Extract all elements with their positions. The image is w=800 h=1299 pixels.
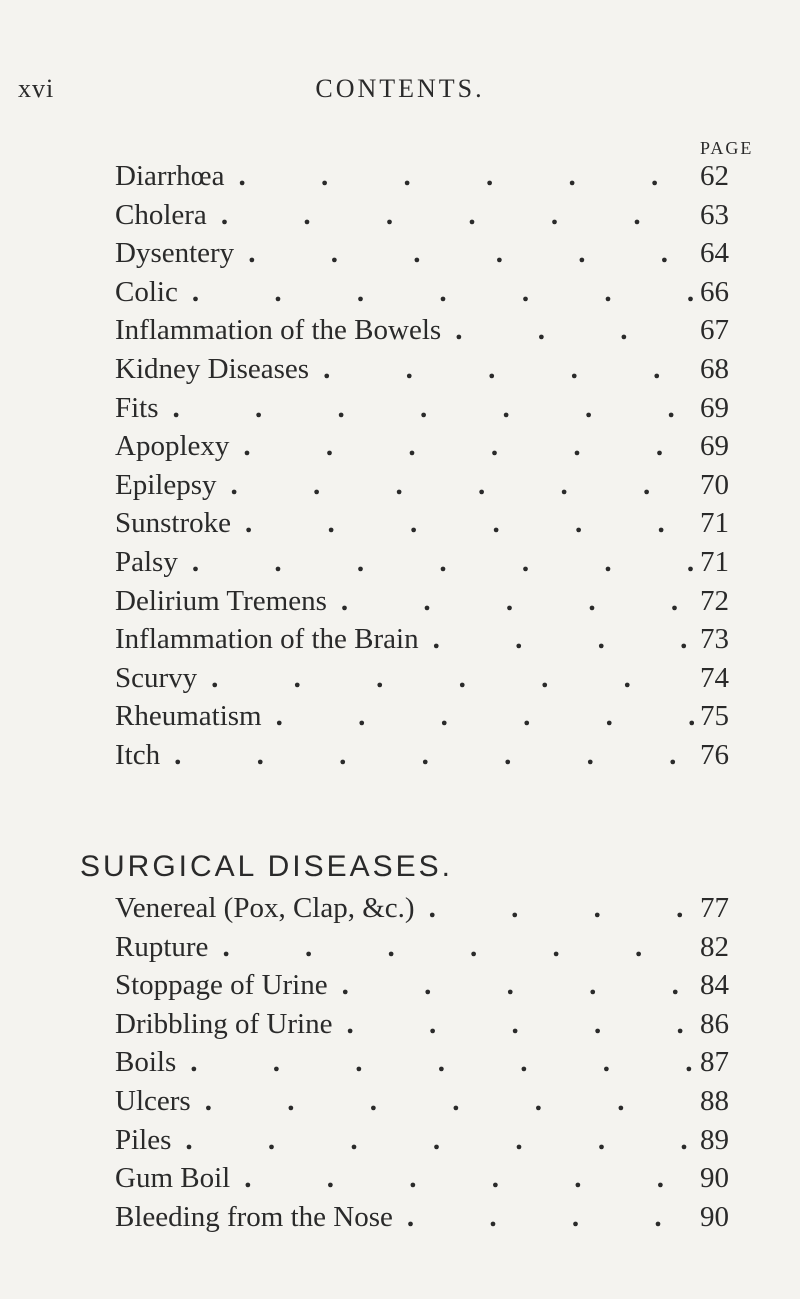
dot-leader [178,546,694,579]
section-heading: SURGICAL DISEASES. [80,850,453,883]
entry-page-number: 75 [700,700,729,733]
dot-leader [262,700,694,733]
entry-title: Diarrhœa [115,160,225,192]
contents-entry [115,700,770,739]
entry-title: Dribbling of Urine [115,1007,333,1040]
dot-leader [229,430,694,463]
entry-title: Scurvy [115,661,198,694]
dot-leader [225,160,694,193]
entry-page-number: 77 [700,892,729,924]
entry-page-number: 66 [700,275,729,308]
entry-page-number: 90 [700,1162,729,1195]
entry-title: Boils [115,1046,177,1079]
entry-title: Epilepsy [115,468,217,501]
entry-page-number: 88 [700,1084,729,1117]
entry-title: Fits [115,391,159,424]
dot-leader [309,353,694,386]
dot-leader [217,469,695,502]
entry-title: Ulcers [115,1084,191,1117]
dot-leader [393,1201,694,1234]
contents-list [115,160,770,778]
dot-leader [234,237,694,270]
entry-page-number: 90 [700,1200,729,1233]
entry-page-number: 62 [700,160,729,192]
contents-entry [115,546,770,585]
dot-leader [197,662,694,695]
entry-title: Inflammation of the Brain [115,623,419,656]
entry-page-number: 89 [700,1123,729,1156]
entry-title: Kidney Diseases [115,352,310,385]
dot-leader [160,739,694,772]
entry-page-number: 63 [700,198,729,231]
contents-entry [115,585,770,624]
dot-leader [332,1008,694,1041]
dot-leader [178,276,694,309]
contents-entry [115,237,770,276]
dot-leader [419,623,694,656]
entry-title: Gum Boil [115,1162,231,1195]
entry-title: Rheumatism [115,700,262,733]
dot-leader [176,1046,694,1079]
entry-page-number: 73 [700,623,729,656]
entry-title: Stoppage of Urine [115,969,328,1002]
dot-leader [207,199,694,232]
dot-leader [328,969,694,1002]
dot-leader [171,1124,694,1157]
running-header [0,74,800,110]
entry-page-number: 70 [700,468,729,501]
contents-entry [115,276,770,315]
entry-title: Colic [115,275,178,308]
contents-entry [115,314,770,353]
entry-title: Piles [115,1123,172,1156]
entry-title: Apoplexy [115,430,230,463]
entry-page-number: 71 [700,545,729,578]
entry-page-number: 86 [700,1007,729,1040]
dot-leader [415,892,694,925]
contents-entry [115,392,770,431]
contents-entry [115,662,770,701]
entry-page-number: 72 [700,584,729,617]
entry-page-number: 84 [700,969,729,1002]
contents-entry [115,739,770,778]
running-title: CONTENTS. [315,74,485,103]
entry-page-number: 87 [700,1046,729,1079]
entry-page-number: 76 [700,738,729,771]
entry-title: Delirium Tremens [115,584,327,617]
contents-entry [115,623,770,662]
entry-title: Bleeding from the Nose [115,1200,393,1233]
contents-entry [115,892,770,931]
page-column-label: PAGE [700,138,754,158]
dot-leader [441,314,694,347]
contents-entry [115,969,770,1008]
dot-leader [208,931,694,964]
dot-leader [230,1162,694,1195]
entry-page-number: 82 [700,930,729,963]
entry-title: Itch [115,738,161,771]
page-number: xvi [18,74,55,103]
entry-page-number: 69 [700,391,729,424]
entry-title: Cholera [115,198,207,231]
dot-leader [191,1085,694,1118]
contents-entry [115,1124,770,1163]
entry-title: Inflammation of the Bowels [115,314,442,347]
contents-entry [115,160,770,199]
entry-title: Dysentery [115,237,235,270]
contents-entry [115,469,770,508]
entry-page-number: 69 [700,430,729,463]
entry-page-number: 68 [700,352,729,385]
entry-page-number: 71 [700,507,729,540]
contents-entry [115,1085,770,1124]
entry-title: Sunstroke [115,507,231,540]
contents-entry [115,1162,770,1201]
entry-title: Rupture [115,930,209,963]
contents-entry [115,1008,770,1047]
entry-title: Venereal (Pox, Clap, &c.) [115,892,415,924]
entry-page-number: 74 [700,661,729,694]
dot-leader [231,507,694,540]
contents-entry [115,1201,770,1240]
contents-entry [115,931,770,970]
contents-entry [115,430,770,469]
dot-leader [159,392,694,425]
entry-page-number: 67 [700,314,729,347]
surgical-contents-list [115,892,770,1239]
dot-leader [327,585,694,618]
contents-entry [115,353,770,392]
contents-entry [115,199,770,238]
entry-title: Palsy [115,545,178,578]
contents-entry [115,507,770,546]
entry-page-number: 64 [700,237,729,270]
contents-entry [115,1046,770,1085]
